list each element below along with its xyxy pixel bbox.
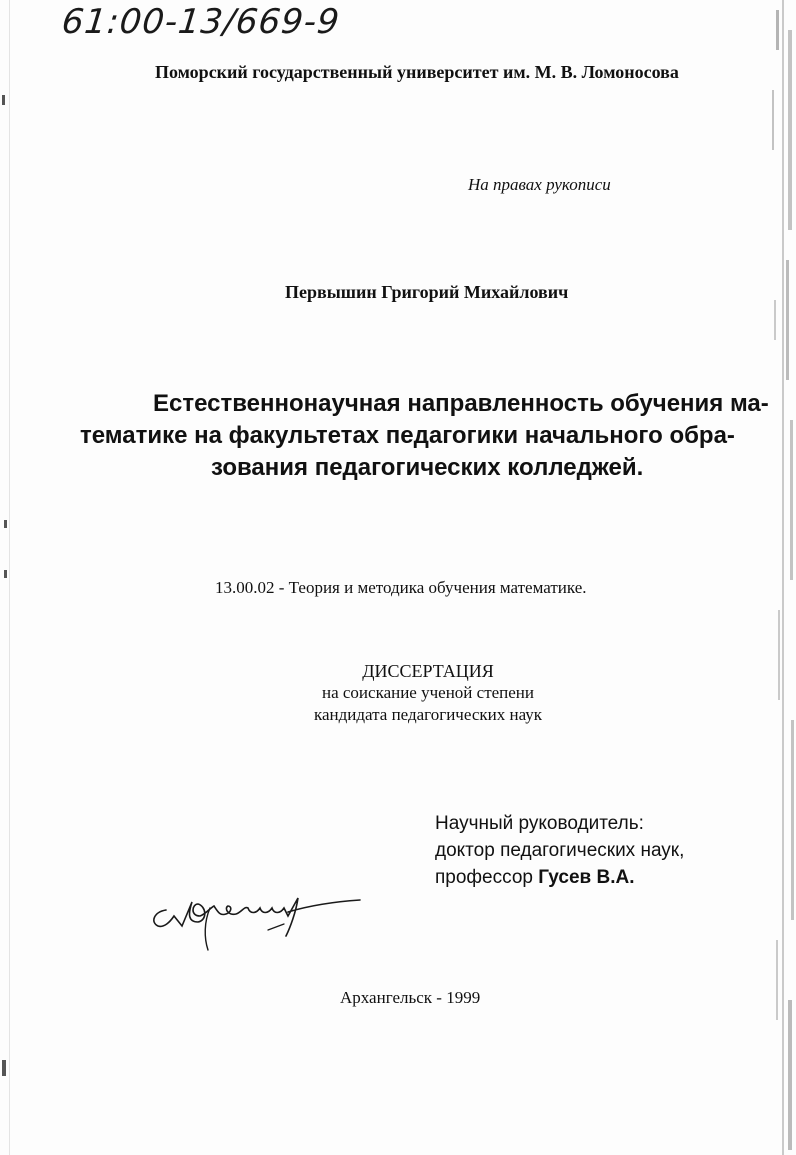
supervisor-degree: доктор педагогических наук, xyxy=(435,840,685,861)
supervisor-block xyxy=(435,810,684,891)
author-signature xyxy=(148,888,368,958)
university-name: Поморский государственный университет им. М. В. Ломоносова xyxy=(155,62,679,82)
dissertation-title xyxy=(80,388,769,484)
supervisor-line xyxy=(435,864,684,891)
supervisor-name: Гусев В.А. xyxy=(538,867,635,888)
title-line-1: Естественнонаучная направленность обучения ма- xyxy=(153,390,769,417)
degree-block xyxy=(268,660,588,726)
specialty-code: 13.00.02 - Теория и методика обучения математике. xyxy=(215,578,587,597)
handwritten-shelfmark: 61:00-13/669-9 xyxy=(59,2,342,42)
work-kind: ДИССЕРТАЦИЯ xyxy=(362,661,494,681)
supervisor-title: профессор xyxy=(435,867,533,888)
title-line-3: зования педагогических колледжей. xyxy=(211,454,644,481)
supervisor-label: Научный руководитель: xyxy=(435,813,644,834)
city-year: Архангельск - 1999 xyxy=(340,988,481,1007)
author-name: Первышин Григорий Михайлович xyxy=(285,282,569,302)
scan-noise-left xyxy=(0,0,20,1155)
title-line-2: тематике на факультетах педагогики начального обра- xyxy=(80,422,735,449)
scan-noise-right xyxy=(736,0,796,1155)
degree-line-2: кандидата педагогических наук xyxy=(313,705,543,724)
manuscript-note: На правах рукописи xyxy=(468,175,611,194)
degree-line-1: на соискание ученой степени xyxy=(321,683,535,702)
